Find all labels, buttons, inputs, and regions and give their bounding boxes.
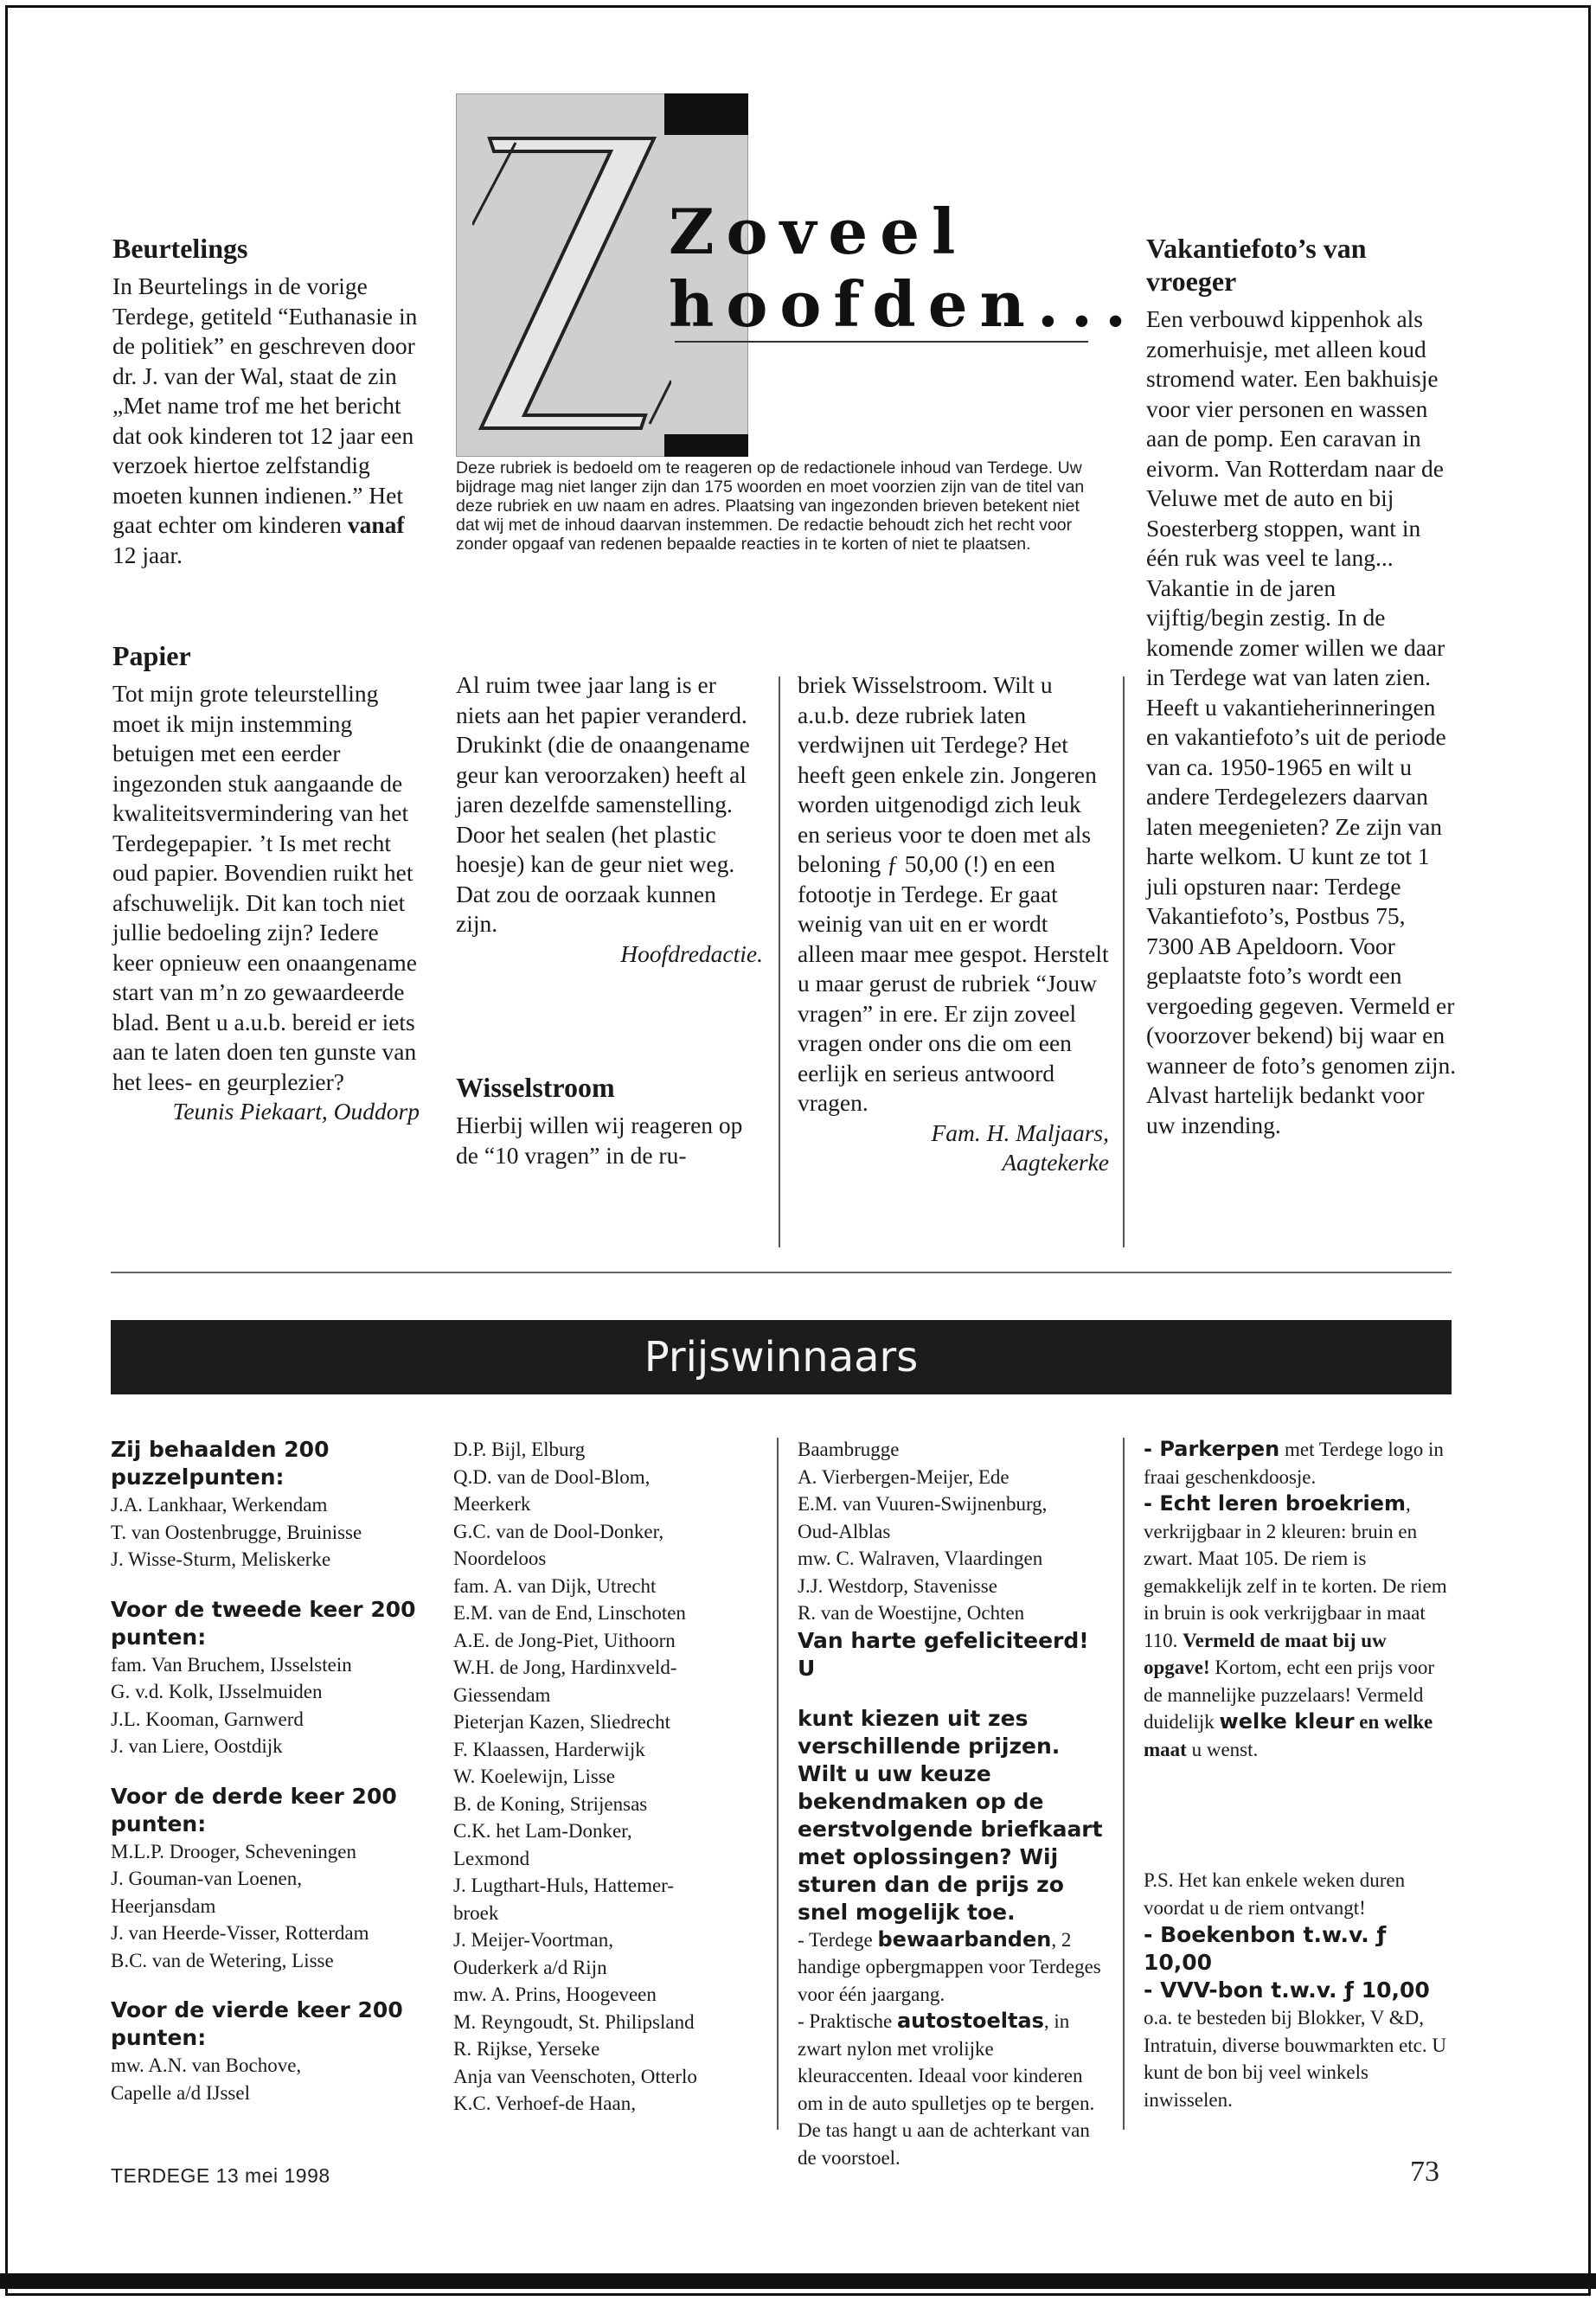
masthead-title-line2: hoofden... xyxy=(669,267,1139,341)
masthead-title-line1: Zoveel xyxy=(669,195,968,268)
winner-name: E.M. van de End, Linschoten xyxy=(453,1602,686,1624)
winner-name: Noordeloos xyxy=(453,1548,547,1569)
vakantie-body: Een verbouwd kippenhok als zomerhuisje, met alleen koud stromend water. Een bakhuisje voor vier personen en wassen aan de pomp. Een caravan in eivorm. Van Rotterdam naar de Veluwe met de auto en bij Soesterberg stoppen, want in één ruk was veel te lang... Vakantie in de jaren vijftig/begin zestig. In de komende zomer willen we daar in Terdege wat van laten zien. Heeft u vakantieherinneringen en vakantiefoto’s uit de periode van ca. 1950-1965 en wilt u andere Terdegelezers daarvan laten meegenieten? Ze zijn van harte welkom. U kunt ze tot 1 juli opsturen naar: Terdege Vakantiefoto’s, Postbus 75, 7300 AB Apeldoorn. Voor geplaatste foto’s wordt een vergoeding gegeven. Vermeld er (voorzover bekend) bij waar en wanneer de foto’s genomen zijn. Alvast hartelijk bedankt voor uw inzending. xyxy=(1146,305,1457,1138)
papier-body: Tot mijn grote teleurstelling moet ik mijn instemming betuigen met een eerder ingezonden stuk aangaande de kwaliteitsvermindering van het Terdegepapier. ’t Is met recht oud papier. Bovendien ruikt het afschuwelijk. Dit kan toch niet jullie bedoeling zijn? Iedere keer opnieuw een onaangename start van m’n zo gewaardeerde blad. Bent u a.u.b. bereid er iets aan te laten doen ten gunste van het lees- en geurplezier? xyxy=(112,680,417,1095)
ps-note: P.S. Het kan enkele weken duren voordat u de riem ontvangt! xyxy=(1144,1869,1406,1919)
column-middle-right xyxy=(798,670,1109,1178)
column-right xyxy=(1146,232,1458,1140)
group-heading: Voor de tweede keer 200 punten: xyxy=(111,1596,416,1650)
winner-name: mw. A.N. van Bochove, xyxy=(111,2054,302,2076)
rubriek-intro: Deze rubriek is bedoeld om te reageren op de redactionele inhoud van Terdege. Uw bijdrage mag niet langer zijn dan 175 woorden en moet voorzien zijn van de titel van deze rubriek en uw naam en adres. Plaatsing van ingezonden brieven betekent niet dat wij met de inhoud daarvan instemmen. De redactie behoudt zich het recht voor zonder opgaaf van redenen bepaalde reacties in te korten of niet te plaatsen. xyxy=(456,458,1085,554)
winner-name: C.K. het Lam-Donker, xyxy=(453,1820,632,1842)
bon-text: o.a. te besteden bij Blokker, V &D, Intratuin, diverse bouwmarkten etc. U kunt de bon bij veel winkels inwisselen. xyxy=(1144,2007,1446,2111)
winner-name: Meerkerk xyxy=(453,1493,531,1515)
winner-name: J. van Liere, Oostdijk xyxy=(111,1735,283,1757)
winner-name: mw. A. Prins, Hoogeveen xyxy=(453,1984,657,2005)
wisselstroom-signature-place: Aagtekerke xyxy=(1002,1149,1109,1176)
masthead-underline xyxy=(675,341,1088,343)
reply-body: Al ruim twee jaar lang is er niets aan het papier veranderd. Drukinkt (die de onaangename geur kan veroorzaken) heeft al jaren dezelfde samenstelling. Door het sealen (het plastic hoesje) kan de geur niet weg. Dat zou de oorzaak kunnen zijn. xyxy=(456,671,750,937)
winner-name: Baambrugge xyxy=(798,1439,900,1460)
winner-name: Capelle a/d IJssel xyxy=(111,2081,250,2104)
winner-name: J. Gouman-van Loenen, xyxy=(111,1868,302,1889)
wisselstroom-heading: Wisselstroom xyxy=(456,1072,615,1103)
group-heading: Voor de vierde keer 200 punten: xyxy=(111,1997,403,2050)
wisselstroom-signature-name: Fam. H. Maljaars, xyxy=(931,1118,1109,1146)
papier-signature: Teunis Piekaart, Ouddorp xyxy=(172,1098,420,1125)
winner-name: J. Meijer-Voortman, xyxy=(453,1929,613,1951)
wisselstroom-body-cont: briek Wisselstroom. Wilt u a.u.b. deze rubriek laten verdwijnen uit Terdege? Het heeft geen enkele zin. Jongeren worden uitgenodigd zich leuk en serieus voor te doen met als beloning ƒ 50,00 (!) en een fotootje in Terdege. Er gaat weinig van uit en er wordt alleen maar mee gespot. Herstelt u maar gerust de rubriek “Jouw vragen” in ere. Er zijn zoveel vragen onder ons die om een eerlijk en serieus antwoord vragen. xyxy=(798,671,1109,1116)
winner-name: Heerjansdam xyxy=(111,1894,216,1917)
bottom-bar xyxy=(0,2273,1596,2289)
winner-name: W. Koelewijn, Lisse xyxy=(453,1766,615,1787)
winner-name: A. Vierbergen-Meijer, Ede xyxy=(798,1465,1010,1488)
winner-name: Pieterjan Kazen, Sliedrecht xyxy=(453,1711,670,1733)
prijs-column-4 xyxy=(1144,1436,1455,2113)
masthead-black-strip xyxy=(664,93,748,135)
winner-name: B.C. van de Wetering, Lisse xyxy=(111,1949,334,1971)
winner-name: T. van Oostenbrugge, Bruinisse xyxy=(111,1521,362,1543)
papier-heading: Papier xyxy=(112,640,191,671)
winner-name: mw. C. Walraven, Vlaardingen xyxy=(798,1548,1043,1569)
section-divider xyxy=(111,1272,1452,1273)
page-number: 73 xyxy=(1410,2156,1439,2188)
winner-name: J.J. Westdorp, Stavenisse xyxy=(798,1574,997,1597)
prijs-column-1 xyxy=(111,1436,422,2106)
winner-name: F. Klaassen, Harderwijk xyxy=(453,1738,645,1760)
group-heading: Zij behaalden 200 puzzelpunten: xyxy=(111,1437,330,1490)
vakantie-heading: Vakantiefoto’s van vroeger xyxy=(1146,233,1367,297)
winner-name: J.L. Kooman, Garnwerd xyxy=(111,1708,304,1730)
winner-name: broek xyxy=(453,1901,499,1924)
column-divider xyxy=(1123,676,1125,1247)
winner-name: Oud-Alblas xyxy=(798,1520,891,1542)
prize-vvv-bon: - VVV-bon t.w.v. ƒ 10,00 xyxy=(1144,1977,1430,2003)
winner-name: E.M. van Vuuren-Swijnenburg, xyxy=(798,1493,1048,1515)
winner-name: M. Reyngoudt, St. Philipsland xyxy=(453,2010,695,2033)
group-heading: Voor de derde keer 200 punten: xyxy=(111,1783,397,1836)
prijswinnaars-banner: Prijswinnaars xyxy=(111,1320,1452,1394)
winner-name: Ouderkerk a/d Rijn xyxy=(453,1956,607,1978)
winner-name: A.E. de Jong-Piet, Uithoorn xyxy=(453,1629,676,1651)
winner-name: G. v.d. Kolk, IJsselmuiden xyxy=(111,1681,323,1702)
winner-name: fam. Van Bruchem, IJsselstein xyxy=(111,1653,352,1676)
winner-name: J.A. Lankhaar, Werkendam xyxy=(111,1494,328,1516)
winner-name: J. Lugthart-Huls, Hattemer- xyxy=(453,1875,675,1896)
column-divider xyxy=(779,676,780,1247)
beurtelings-body: In Beurtelings in de vorige Terdege, getiteld “Euthanasie in de politiek” en geschreven door dr. J. van der Wal, staat de zin „Met name trof me het bericht dat ook kinderen tot 12 jaar een verzoek hiertoe zelfstandig moeten kunnen indienen.” Het gaat echter om kinderen vanaf 12 jaar. xyxy=(112,272,418,568)
prize-broekriem: - Echt leren broekriem, verkrijgbaar in 2 kleuren: bruin en zwart. Maat 105. De riem is gemakkelijk zelf in te korten. De riem in bruin is ook verkrijgbaar in maat 110. Vermeld de maat bij uw opgave! Kortom, echt een prijs voor de mannelijke puzzelaars! Vermeld duidelijk welke kleur en welke maat u wenst. xyxy=(1144,1491,1447,1760)
winner-name: Lexmond xyxy=(453,1847,530,1869)
prize-boekenbon: - Boekenbon t.w.v. ƒ 10,00 xyxy=(1144,1922,1387,1975)
prijs-column-3 xyxy=(798,1436,1109,2171)
winner-name: J. van Heerde-Visser, Rotterdam xyxy=(111,1922,369,1944)
footer-issue: TERDEGE 13 mei 1998 xyxy=(111,2164,330,2187)
column-left xyxy=(112,232,420,1127)
column-divider xyxy=(777,1438,779,2130)
beurtelings-heading: Beurtelings xyxy=(112,233,248,264)
winner-name: fam. A. van Dijk, Utrecht xyxy=(453,1574,657,1597)
big-z-letter-icon xyxy=(472,130,671,433)
winner-name: Giessendam xyxy=(453,1683,551,1706)
winner-name: R. Rijkse, Yerseke xyxy=(453,2038,600,2060)
winner-name: W.H. de Jong, Hardinxveld- xyxy=(453,1657,677,1678)
winner-name: G.C. van de Dool-Donker, xyxy=(453,1520,664,1542)
reply-signature: Hoofdredactie. xyxy=(620,939,763,967)
winner-name: B. de Koning, Strijensas xyxy=(453,1792,648,1815)
prize-parkerpen: - Parkerpen met Terdege logo in fraai geschenkdoosje. xyxy=(1144,1437,1444,1488)
winner-name: Anja van Veenschoten, Otterlo xyxy=(453,2065,697,2087)
winner-name: M.L.P. Drooger, Scheveningen xyxy=(111,1840,356,1862)
winner-name: R. van de Woestijne, Ochten xyxy=(798,1602,1025,1624)
prize-bewaarbanden: - Terdege bewaarbanden, 2 handige opbergmappen voor Terdeges voor één jaargang. xyxy=(798,1926,1101,2005)
column-divider xyxy=(1123,1438,1125,2130)
winner-name: D.P. Bijl, Elburg xyxy=(453,1439,586,1460)
prize-choice-instructions: kunt kiezen uit zes verschillende prijzen. Wilt u uw keuze bekendmaken op de eerstvolgende briefkaart met oplossingen? Wij sturen dan de prijs zo snel mogelijk toe. xyxy=(798,1705,1103,1925)
wisselstroom-body-start: Hierbij willen wij reageren op de “10 vragen” in de ru- xyxy=(456,1112,743,1169)
winner-name: Q.D. van de Dool-Blom, xyxy=(453,1465,651,1488)
masthead-black-strip-bottom xyxy=(664,434,748,457)
column-middle-left xyxy=(456,670,763,1170)
winner-name: K.C. Verhoef-de Haan, xyxy=(453,2093,636,2114)
congratulations: Van harte gefeliciteerd! U xyxy=(798,1627,1089,1681)
prize-autostoeltas: - Praktische autostoeltas, in zwart nylon met vrolijke kleuraccenten. Ideaal voor kinderen om in de auto spulletjes op te bergen. De tas hangt u aan de achterkant van de voorstoel. xyxy=(798,2009,1095,2169)
winner-name: J. Wisse-Sturm, Meliskerke xyxy=(111,1548,331,1570)
prijs-column-2 xyxy=(453,1436,765,2118)
